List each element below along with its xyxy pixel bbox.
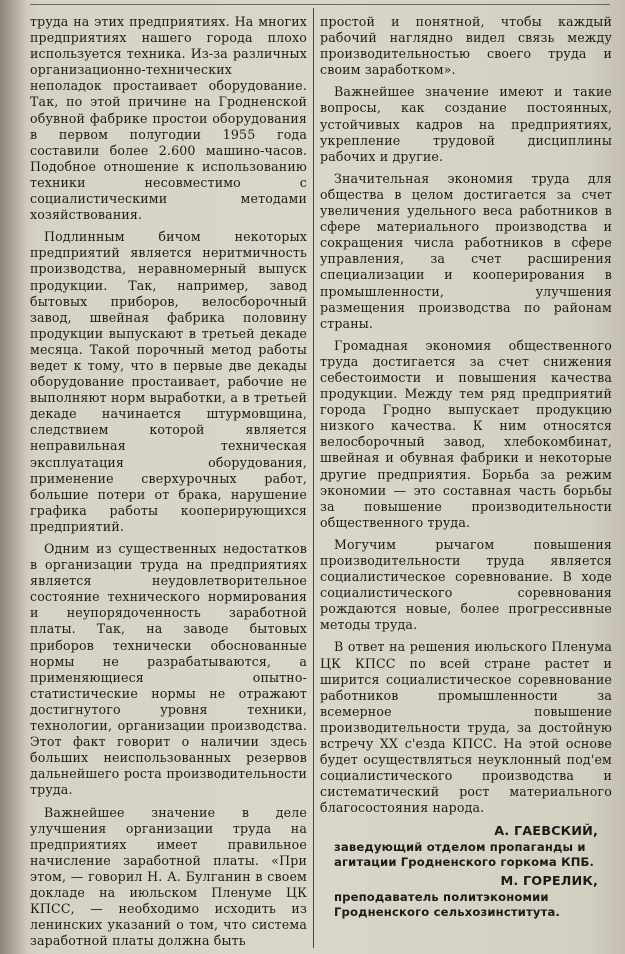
right-column xyxy=(320,14,612,923)
page-binding-edge xyxy=(0,0,26,954)
paragraph: Важнейшее значение в деле улучшения организации труда на предприятиях имеет правильное начисление заработной платы. «При этом, — говорил Н. А. Булганин в своем докладе на июльском Пленуме ЦК КПСС, — необходимо исходить из ленинских указаний о том, что система заработной платы должна быть xyxy=(30,804,307,949)
paragraph: Значительная экономия труда для общества в целом достигается за счет увеличения удельного веса работников в сфере материального производства и сокращения числа работников в сфере управления, за счет расширения специализации и кооперирования в промышленности, улучшения размещения производства по районам страны. xyxy=(320,170,612,331)
paragraph: Могучим рычагом повышения производительности труда является социалистическое соревнование. В ходе социалистического соревнования рождаются новые, более прогрессивные методы труда. xyxy=(320,536,612,633)
column-divider xyxy=(313,8,314,948)
paragraph: Важнейшее значение имеют и такие вопросы, как создание постоянных, устойчивых кадров на предприятиях, укрепление трудовой дисциплины рабочих и другие. xyxy=(320,84,612,164)
author-role: преподаватель политэкономии Гродненского сельхозинститута. xyxy=(334,889,560,919)
paragraph: Громадная экономия общественного труда достигается за счет снижения себестоимости и повышения качества продукции. Между тем ряд предприятий города Гродно выпускает продукцию низкого качества. К ним относятся велосборочный завод, хлебокомбинат, швейная и обувная фабрики и некоторые другие предприятия. Борьба за режим экономии — это составная часть борьбы за повышение производительности общественного труда. xyxy=(320,337,612,530)
paragraph: Одним из существенных недостатков в организации труда на предприятиях является неудовлетворительное состояние технического нормирования и неупорядоченность заработной платы. Так, на заводе бытовых приборов технически обоснованные нормы не разрабатываются, а применяющиеся опытно-статистические нормы не отражают достигнутого уровня техники, технологии, организации производства. Этот факт говорит о наличии здесь больших неиспользованных резервов дальнейшего роста производительности труда. xyxy=(30,541,307,798)
author-name: М. ГОРЕЛИК, xyxy=(500,873,598,889)
paragraph: простой и понятной, чтобы каждый рабочий наглядно видел связь между производительностью своего труда и своим заработком». xyxy=(320,14,612,78)
paragraph: В ответ на решения июльского Пленума ЦК КПСС по всей стране растет и ширится социалистическое соревнование работников промышленности за всемерное повышение производительности труда, за достойную встречу XX с'езда КПСС. На этой основе будет осуществляться неуклонный под'ем социалистического производства и систематический рост материального благосостояния народа. xyxy=(320,639,612,816)
top-rule xyxy=(30,4,610,5)
author-role: заведующий отделом пропаганды и агитации Гродненского горкома КПБ. xyxy=(334,839,595,869)
author-signatures xyxy=(320,823,612,921)
left-column xyxy=(30,14,307,954)
paragraph: Подлинным бичом некоторых предприятий является неритмичность производства, неравномерный выпуск продукции. Так, например, завод бытовых приборов, велосборочный завод, швейная фабрика половину продукции выпускают в третьей декаде месяца. Такой порочный метод работы ведет к тому, что в первые две декады оборудование простаивает, рабочие не выполняют норм выработки, а в третьей декаде начинается штурмовщина, следствием которой является неправильная техническая эксплуатация оборудования, применение сверхурочных работ, большие потери от брака, нарушение графика работы кооперирующихся предприятий. xyxy=(30,229,307,534)
author-name: А. ГАЕВСКИЙ, xyxy=(494,823,598,839)
paragraph: труда на этих предприятиях. На многих предприятиях нашего города плохо используется техника. Из-за различных организационно-технических неполадок простаивает оборудование. Так, по этой причине на Гродненской обувной фабрике простои оборудования в первом полугодии 1955 года составили более 2.600 машино-часов. Подобное отношение к использованию техники несовместимо с социалистическими методами хозяйствования. xyxy=(30,14,307,223)
